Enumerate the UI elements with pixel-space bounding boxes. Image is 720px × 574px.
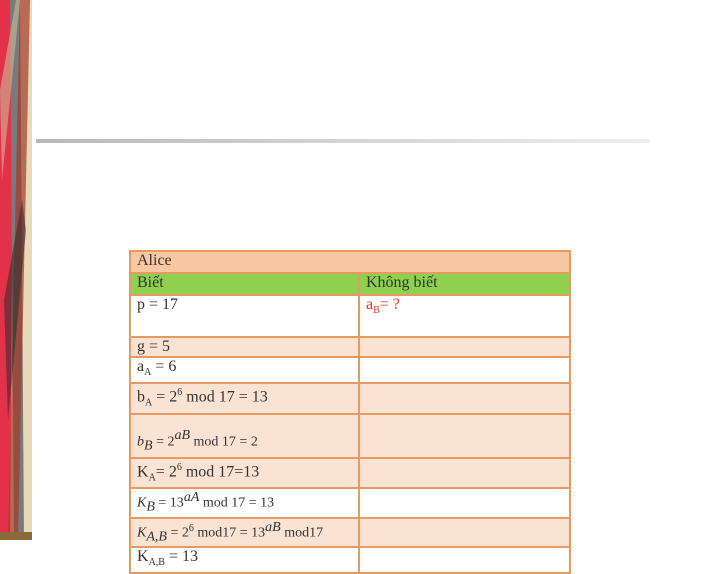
row-KB: $K_B = 13^{aA}$ mod 17 = 13	[130, 488, 359, 517]
row-KAB-formula: $K_{A,B} = 2^6$ $mod17 = 13^{aB}$ mod17	[130, 518, 359, 547]
row-bA: $b_A = 2^6$ mod 17 = 13	[130, 383, 359, 414]
column-header-known: Biết	[130, 273, 359, 295]
empty-cell	[359, 458, 570, 489]
empty-cell	[359, 337, 570, 357]
table-title: Alice	[130, 251, 570, 273]
row-unknown-aB: $a_B=$ ?	[359, 295, 570, 337]
empty-cell	[359, 383, 570, 414]
horizontal-divider	[36, 139, 650, 143]
empty-cell	[359, 414, 570, 458]
empty-cell	[359, 547, 570, 573]
row-aA: $a_A = 6$	[130, 357, 359, 383]
row-p: p = 17	[130, 295, 359, 337]
row-bB: $b_B = 2^{aB}$ mod 17 = 2	[130, 414, 359, 458]
empty-cell	[359, 488, 570, 517]
empty-cell	[359, 518, 570, 547]
column-header-unknown: Không biết	[359, 273, 570, 295]
diffie-hellman-table	[129, 250, 571, 574]
decorative-side-ribbon	[0, 0, 32, 540]
row-KAB-value: $K_{A,B} = 13$	[130, 547, 359, 573]
row-g: g = 5	[130, 337, 359, 357]
empty-cell	[359, 357, 570, 383]
row-KA: $K_A= 2^6$ mod 17=13	[130, 458, 359, 489]
